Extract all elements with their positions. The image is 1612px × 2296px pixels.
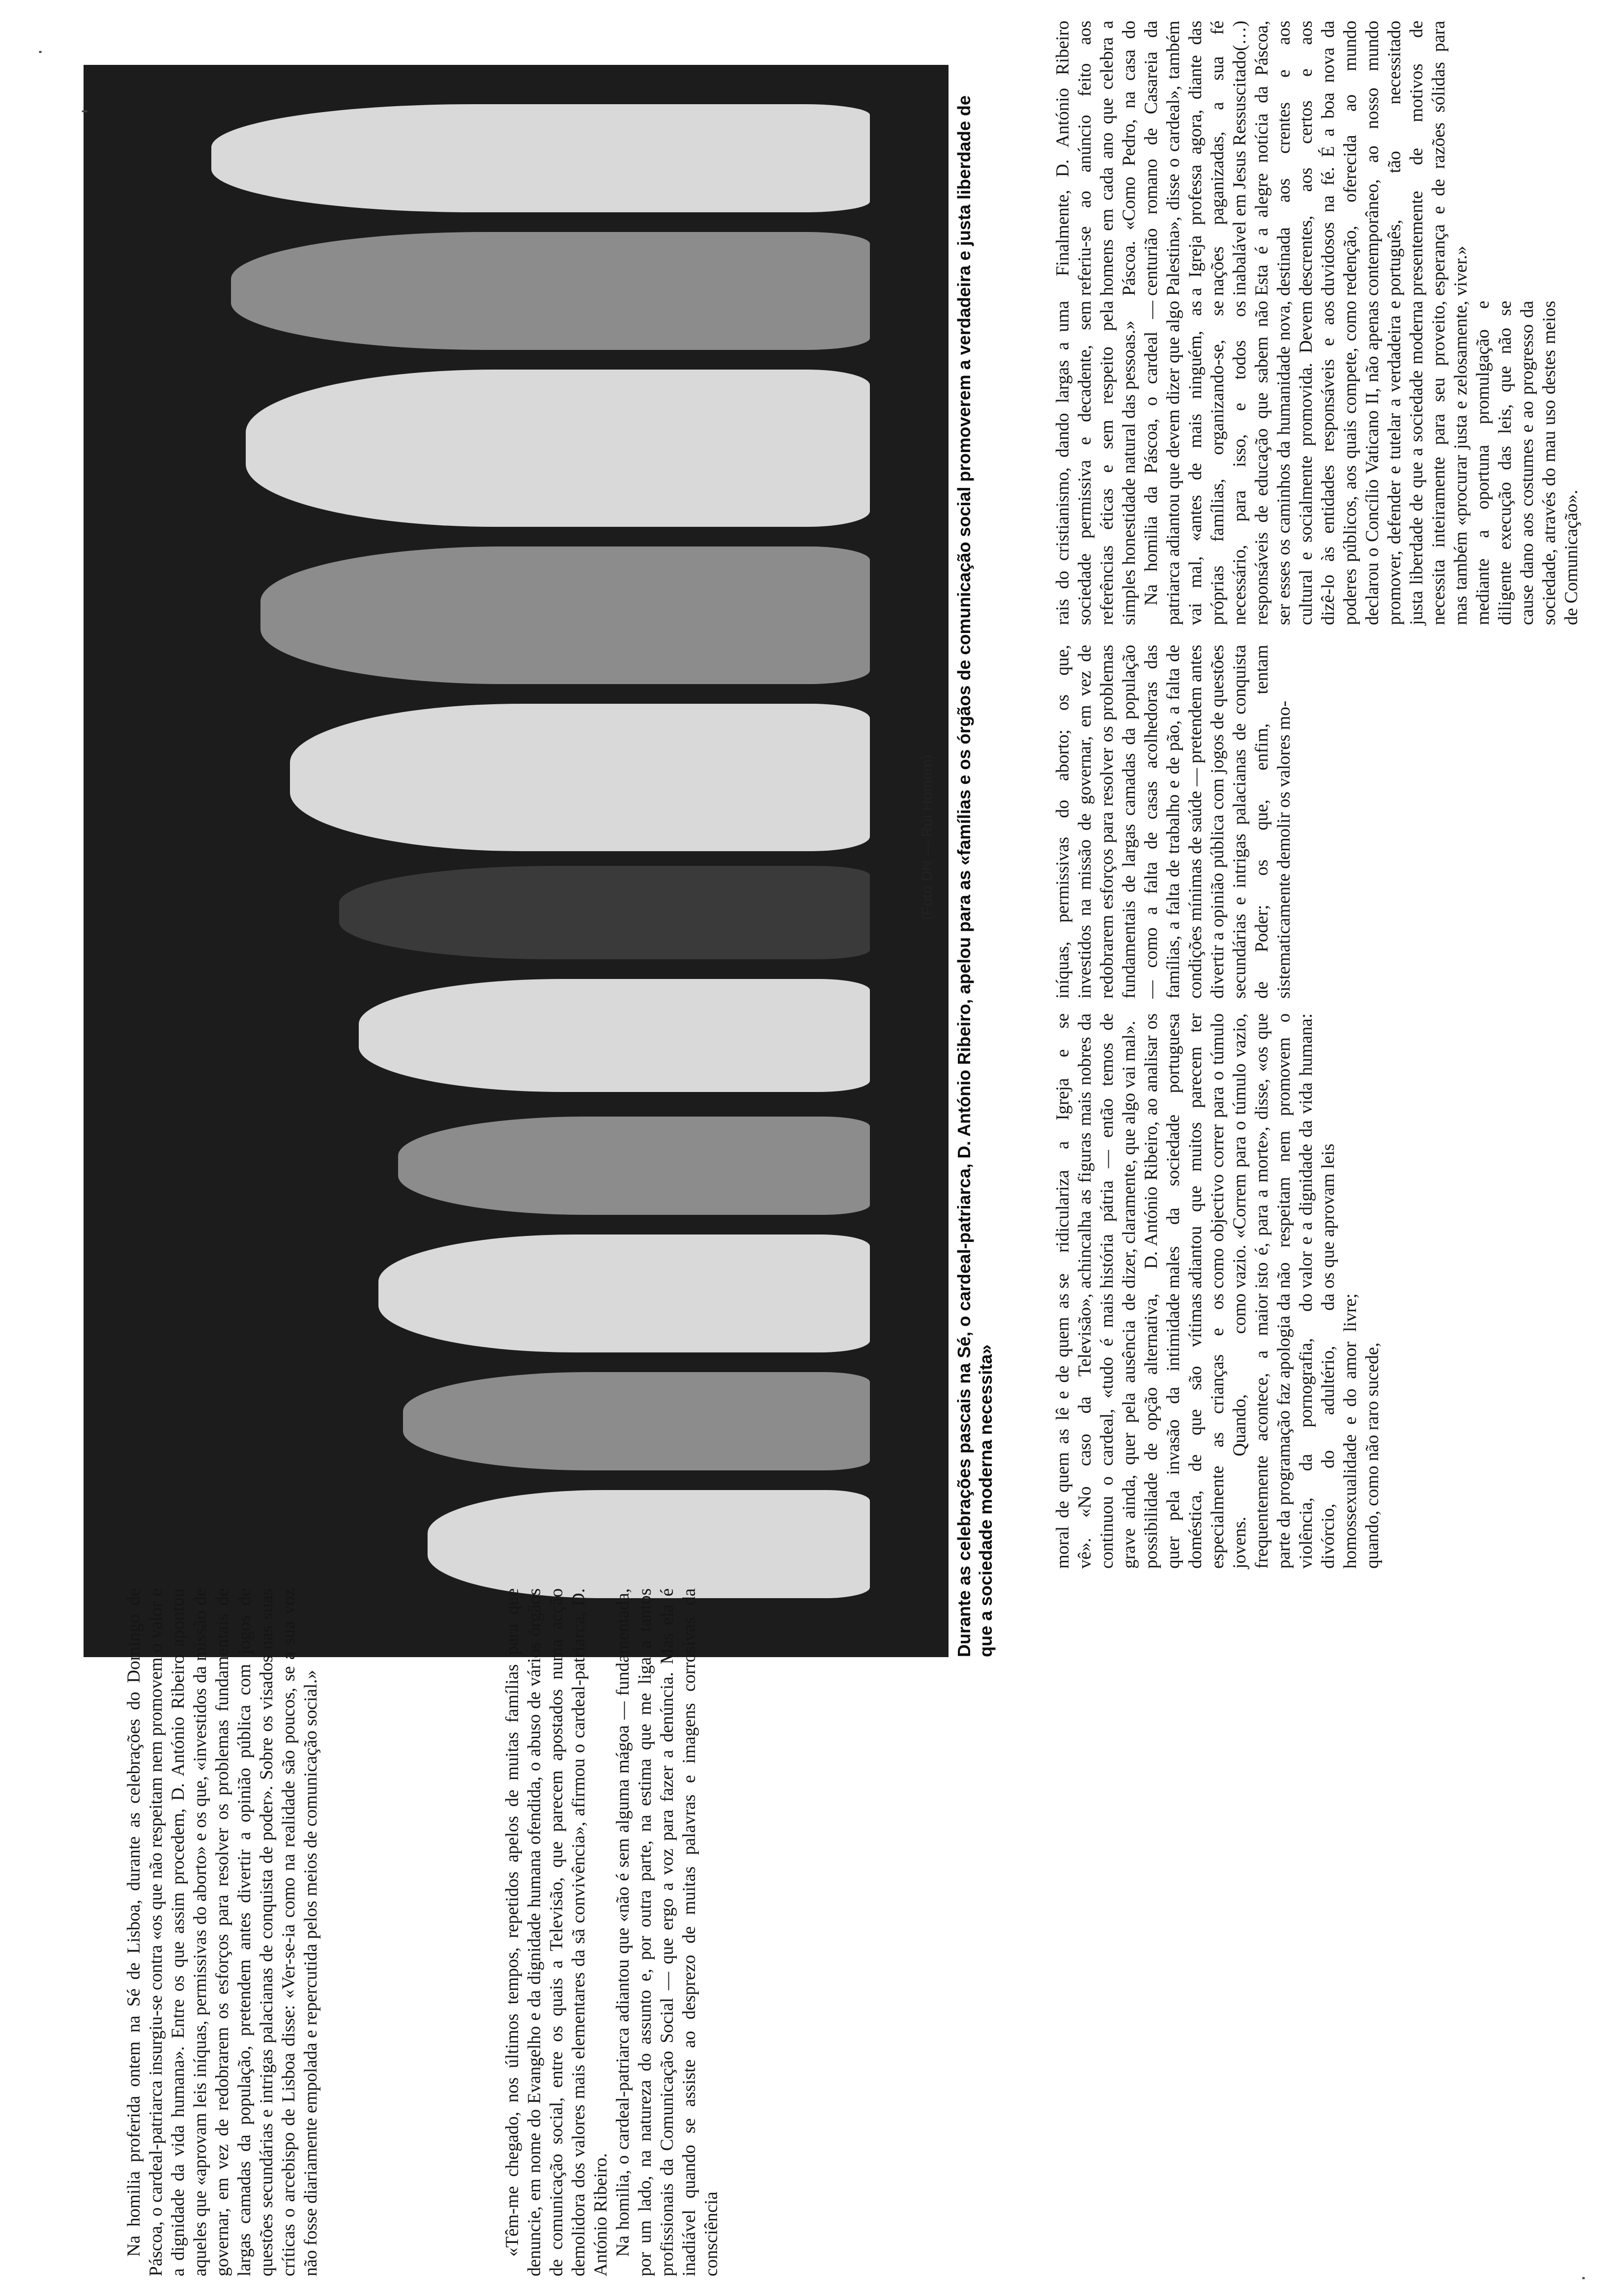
article-column-7 [1052, 21, 1494, 296]
procession-photo [84, 65, 949, 1657]
photo-figure [231, 232, 870, 350]
article-paragraph: Na homilia, o cardeal-patriarca adiantou que «não é sem alguma mágoa — fundamentada, por um lado, na natureza do assunto e, por outra parte, na estima que me liga a tantos profissionais da Comunicação Social — que ergo a voz para fazer a denúncia. Mas ela é inadiável quando se assiste ao desprezo de muitas palavras e imagens corrosivas da consciência [613, 1588, 721, 2276]
article-paragraph: D. António Ribeiro, ao analisar os males da sociedade portuguesa adiantou que muitos parecem ter como objectivo correr para o túmulo vazio. «Correm para o túmulo vazio, isto é, para a morte», disse, «os que não respeitam nem promovem o valor e a dignidade da vida humana: os que aprovam leis [1141, 1013, 1338, 1289]
article-paragraph: iníquas, permissivas do aborto; os que, investidos na missão de governar, em vez de redobrarem esforços para resolver os problemas fundamentais de largas camadas da população — como a falta de casas acolhedoras das famílias, a falta de trabalho e de pão, a falta de condições mínimas de saúde — pretendem antes divertir a opinião pública com jogos de questões secundárias e intrigas palacianas de conquista de Poder; os que, enfim, tentam sistematicamente demolir os valores mo- [1053, 645, 1294, 999]
article-paragraph: se ridiculariza a Igreja e se achincalha as figuras mais nobres da história pátria — então temos de dizer, claramente, que algo vai mal». [1053, 1013, 1139, 1289]
scan-speck: ' [79, 109, 101, 114]
photo-figure [378, 1234, 870, 1352]
photo-figure [428, 1490, 870, 1598]
article-column-4 [1052, 1013, 1494, 1289]
article-column-3 [1052, 1293, 1494, 1569]
article-column-6 [1052, 301, 1582, 625]
photo-caption: Durante as celebrações pascais na Sé, o cardeal-patriarca, D. António Ribeiro, apelou para as «famílias e os órgãos de comunicação social promoverem a verdadeira e justa liberdade de que a sociedade moderna necessita» [954, 95, 996, 1657]
photo-figure [403, 1372, 870, 1470]
article-column-2 [501, 1588, 875, 2276]
article-column-1 [123, 1588, 496, 2276]
photo-figure [246, 370, 870, 527]
photo-figure [339, 866, 870, 959]
article-paragraph: Finalmente, D. António Ribeiro referiu-se ao anúncio feito aos homens em cada ano que celebra a Páscoa. «Como Pedro, na casa do centurião romano de Casareia da Palestina», disse o cardeal», também a Igreja professa agora, diante das nações paganizadas, a sua fé inabalável em Jesus Ressuscitado(…) Esta é a alegre notícia da Páscoa, destinada aos crentes e aos descrentes, aos certos e aos duvidosos na fé. É a boa nova da redenção, oferecida ao mundo contemporâneo, ao nosso mundo português, tão necessitado presentemente de motivos de esperança e de razões sólidas para viver.» [1053, 21, 1471, 296]
scan-speck: · [29, 49, 52, 55]
photo-figure [260, 546, 870, 684]
article-paragraph: «Têm-me chegado, nos últimos tempos, repetidos apelos de muitas famílias para que denuncie, em nome do Evangelho e da dignidade humana ofendida, o abuso de vários órgãos de comunicação social, entre os quais a Televisão, que parecem apostados numa acção demolidora dos valores mais elementares da sã convivência», afirmou o cardeal-patriarca, D. António Ribeiro. [502, 1588, 611, 2276]
photo-figure [398, 1117, 870, 1215]
photo-figure [290, 704, 870, 851]
article-paragraph: rais do cristianismo, dando largas a uma sociedade permissiva e decadente, sem referências éticas e sem respeito pela simples honestidade natural das pessoas.» [1053, 301, 1139, 625]
scan-speck: · [1573, 2275, 1595, 2281]
photo-credit: (Foto DN — Rui Homem) [919, 754, 935, 920]
photo-figure [211, 104, 870, 212]
article-paragraph: Na homilia da Páscoa, o cardeal — patriarca adiantou que devem dizer que algo vai mal, «antes de mais ninguém, as próprias famílias, organizando-se, se necessário, para isso, e todos os responsáveis de educação que sabem não ser esses os caminhos da humanidade nova, cultural e socialmente promovida. Devem dizê-lo às entidades responsáveis e aos poderes públicos, aos quais compete, como declarou o Concílio Vaticano II, não apenas promover, defender e tutelar a verdadeira e justa liberdade de que a sociedade moderna necessita inteiramente para seu proveito, mas também «procurar justa e zelosamente, mediante a oportuna promulgação e diligente execução das leis, que não se cause dano aos costumes e ao progresso da sociedade, através do mau uso destes meios de Comunicação». [1141, 301, 1582, 625]
photo-figure [359, 979, 870, 1092]
article-column-5 [1052, 645, 1494, 999]
article-paragraph: Na homilia proferida ontem na Sé de Lisboa, durante as celebrações do Domingo de Páscoa, o cardeal-patriarca insurgiu-se contra «os que não respeitam nem promovem o valor e a dignidade da vida humana». Entre os que assim procedem, D. António Ribeiro apontou aqueles que «aprovam leis iníquas, permissivas do aborto» e os que, «investidos da missão de governar, em vez de redobrarem os esforços para resolver os problemas fundamentais de largas camadas da população, pretendem antes divertir a opinião pública com jogos de questões secundárias e intrigas palacianas de conquista de poder». Sobre os visados nas suas críticas o arcebispo de Lisboa disse: «Ver-se-ia como na realidade são poucos, se a sua voz não fosse diariamente empolada e repercutida pelos meios de comunicação social.» [124, 1588, 321, 2276]
article-paragraph: moral de quem as lê e de quem as vê». «No caso da Televisão», continuou o cardeal, «tudo é mais grave ainda, quer pela ausência de possibilidade de opção alternativa, quer pela invasão da intimidade doméstica, de que são vítimas especialmente as crianças e os jovens. Quando, como frequentemente acontece, a maior parte da programação faz apologia da violência, da pornografia, do divórcio, do adultério, da homossexualidade e do amor livre; quando, como não raro sucede, [1053, 1293, 1382, 1569]
